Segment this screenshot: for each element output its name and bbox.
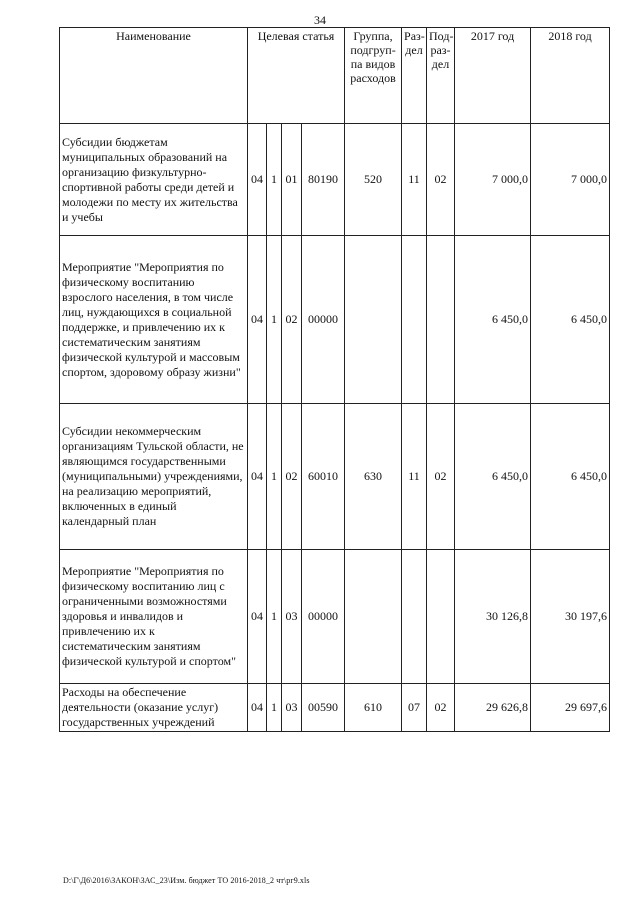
table-row xyxy=(60,404,610,550)
section: 11 xyxy=(402,404,427,550)
row-name: Мероприятие "Мероприятия по физическому воспитанию взрослого населения, в том числе лиц, нуждающихся в социальной поддержке, и привлечению их к систематическим занятиям физической культурой и массовым спортом, здоровому образу жизни" xyxy=(60,236,248,404)
header-section: Раз-дел xyxy=(402,28,427,124)
target-event: 02 xyxy=(282,236,302,404)
amount-2017: 6 450,0 xyxy=(455,404,531,550)
target-subprogram: 1 xyxy=(267,684,282,732)
expense-group: 610 xyxy=(345,684,402,732)
target-direction: 80190 xyxy=(302,124,345,236)
target-direction: 00000 xyxy=(302,236,345,404)
subsection xyxy=(427,236,455,404)
header-target-article: Целевая статья xyxy=(248,28,345,124)
subsection: 02 xyxy=(427,404,455,550)
target-subprogram: 1 xyxy=(267,404,282,550)
row-name: Субсидии бюджетам муниципальных образований на организацию физкультурно-спортивной работы среди детей и молодежи по месту их жительства и учебы xyxy=(60,124,248,236)
budget-table xyxy=(59,27,610,732)
amount-2018: 7 000,0 xyxy=(531,124,610,236)
table-row xyxy=(60,684,610,732)
target-direction: 00000 xyxy=(302,550,345,684)
header-name: Наименование xyxy=(60,28,248,124)
header-expense-group: Группа, подгруп-па видов расходов xyxy=(345,28,402,124)
row-name: Расходы на обеспечение деятельности (оказание услуг) государственных учреждений xyxy=(60,684,248,732)
file-path-footer: D:\Г\Д6\2016\ЗАКОН\ЗАС_23\Изм. бюджет ТО 2016-2018_2 чт\рг9.xls xyxy=(63,876,310,885)
target-direction: 00590 xyxy=(302,684,345,732)
amount-2018: 6 450,0 xyxy=(531,236,610,404)
amount-2018: 29 697,6 xyxy=(531,684,610,732)
amount-2017: 29 626,8 xyxy=(455,684,531,732)
section xyxy=(402,236,427,404)
target-program: 04 xyxy=(248,684,267,732)
section: 07 xyxy=(402,684,427,732)
section: 11 xyxy=(402,124,427,236)
target-event: 03 xyxy=(282,550,302,684)
section xyxy=(402,550,427,684)
table-row xyxy=(60,236,610,404)
table-row xyxy=(60,124,610,236)
amount-2018: 6 450,0 xyxy=(531,404,610,550)
expense-group: 630 xyxy=(345,404,402,550)
amount-2017: 7 000,0 xyxy=(455,124,531,236)
expense-group: 520 xyxy=(345,124,402,236)
header-year-2018: 2018 год xyxy=(531,28,610,124)
target-event: 02 xyxy=(282,404,302,550)
target-program: 04 xyxy=(248,124,267,236)
target-program: 04 xyxy=(248,550,267,684)
page-number: 34 xyxy=(314,13,326,27)
target-program: 04 xyxy=(248,404,267,550)
target-program: 04 xyxy=(248,236,267,404)
table-header-row xyxy=(60,28,610,124)
table-row xyxy=(60,550,610,684)
amount-2017: 30 126,8 xyxy=(455,550,531,684)
amount-2018: 30 197,6 xyxy=(531,550,610,684)
subsection: 02 xyxy=(427,684,455,732)
target-event: 03 xyxy=(282,684,302,732)
header-subsection: Под-раз-дел xyxy=(427,28,455,124)
expense-group xyxy=(345,236,402,404)
subsection: 02 xyxy=(427,124,455,236)
target-subprogram: 1 xyxy=(267,124,282,236)
amount-2017: 6 450,0 xyxy=(455,236,531,404)
expense-group xyxy=(345,550,402,684)
row-name: Субсидии некоммерческим организациям Тульской области, не являющимся государственными (муниципальными) учреждениями, на реализацию мероприятий, включенных в единый календарный план xyxy=(60,404,248,550)
target-subprogram: 1 xyxy=(267,236,282,404)
target-direction: 60010 xyxy=(302,404,345,550)
header-year-2017: 2017 год xyxy=(455,28,531,124)
subsection xyxy=(427,550,455,684)
target-event: 01 xyxy=(282,124,302,236)
row-name: Мероприятие "Мероприятия по физическому воспитанию лиц с ограниченными возможностями здоровья и инвалидов и привлечению их к систематическим занятиям физической культурой и спортом" xyxy=(60,550,248,684)
target-subprogram: 1 xyxy=(267,550,282,684)
